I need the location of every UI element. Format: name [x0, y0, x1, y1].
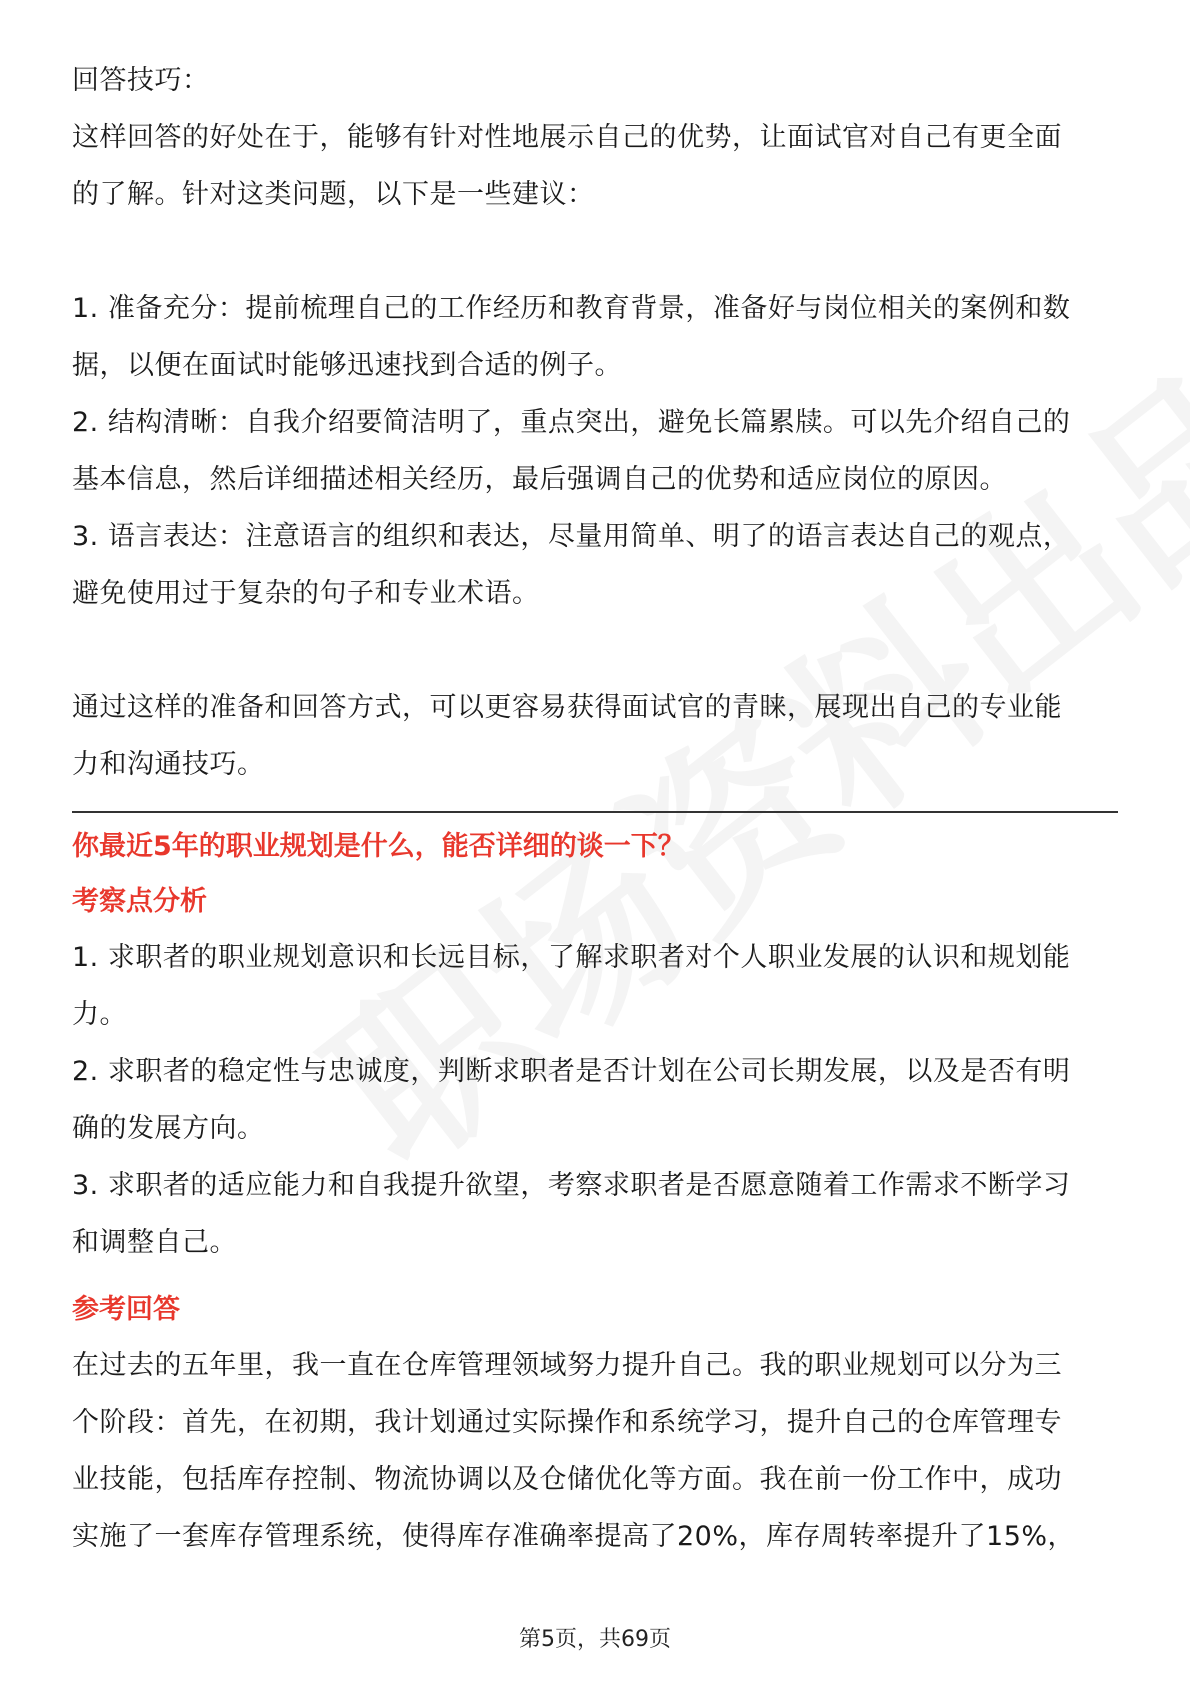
analysis-heading: 考察点分析	[72, 886, 207, 917]
question-title: 你最近5年的职业规划是什么，能否详细的谈一下？	[72, 831, 685, 862]
analysis-line: 2. 求职者的稳定性与忠诚度，判断求职者是否计划在公司长期发展，以及是否有明	[72, 1056, 1071, 1087]
analysis-line: 1. 求职者的职业规划意识和长远目标，了解求职者对个人职业发展的认识和规划能	[72, 942, 1071, 973]
tip-line: 据，以便在面试时能够迅速找到合适的例子。	[72, 350, 622, 381]
tip-line: 3. 语言表达：注意语言的组织和表达，尽量用简单、明了的语言表达自己的观点，	[72, 521, 1071, 552]
section-divider	[72, 811, 1118, 813]
tip-line: 基本信息，然后详细描述相关经历，最后强调自己的优势和适应岗位的原因。	[72, 464, 1007, 495]
answer-line: 个阶段：首先，在初期，我计划通过实际操作和系统学习，提升自己的仓库管理专	[72, 1407, 1062, 1438]
analysis-line: 3. 求职者的适应能力和自我提升欲望，考察求职者是否愿意随着工作需求不断学习	[72, 1170, 1071, 1201]
tip-line: 1. 准备充分：提前梳理自己的工作经历和教育背景，准备好与岗位相关的案例和数	[72, 293, 1071, 324]
answer-line: 实施了一套库存管理系统，使得库存准确率提高了20%，库存周转率提升了15%，	[72, 1521, 1076, 1552]
intro-line: 的了解。针对这类问题，以下是一些建议：	[72, 179, 595, 210]
closing-line: 通过这样的准备和回答方式，可以更容易获得面试官的青睐，展现出自己的专业能	[72, 692, 1062, 723]
tip-line: 避免使用过于复杂的句子和专业术语。	[72, 578, 540, 609]
answer-line: 在过去的五年里，我一直在仓库管理领域努力提升自己。我的职业规划可以分为三	[72, 1350, 1062, 1381]
analysis-line: 和调整自己。	[72, 1227, 237, 1258]
closing-line: 力和沟通技巧。	[72, 749, 265, 780]
answer-line: 业技能，包括库存控制、物流协调以及仓储优化等方面。我在前一份工作中，成功	[72, 1464, 1062, 1495]
tips-heading: 回答技巧：	[72, 65, 210, 96]
intro-line: 这样回答的好处在于，能够有针对性地展示自己的优势，让面试官对自己有更全面	[72, 122, 1062, 153]
tip-line: 2. 结构清晰：自我介绍要简洁明了，重点突出，避免长篇累牍。可以先介绍自己的	[72, 407, 1071, 438]
document-page	[72, 52, 1118, 1565]
analysis-line: 确的发展方向。	[72, 1113, 265, 1144]
analysis-line: 力。	[72, 999, 127, 1030]
page-number: 第5页，共69页	[519, 1627, 671, 1652]
answer-heading: 参考回答	[72, 1294, 180, 1325]
